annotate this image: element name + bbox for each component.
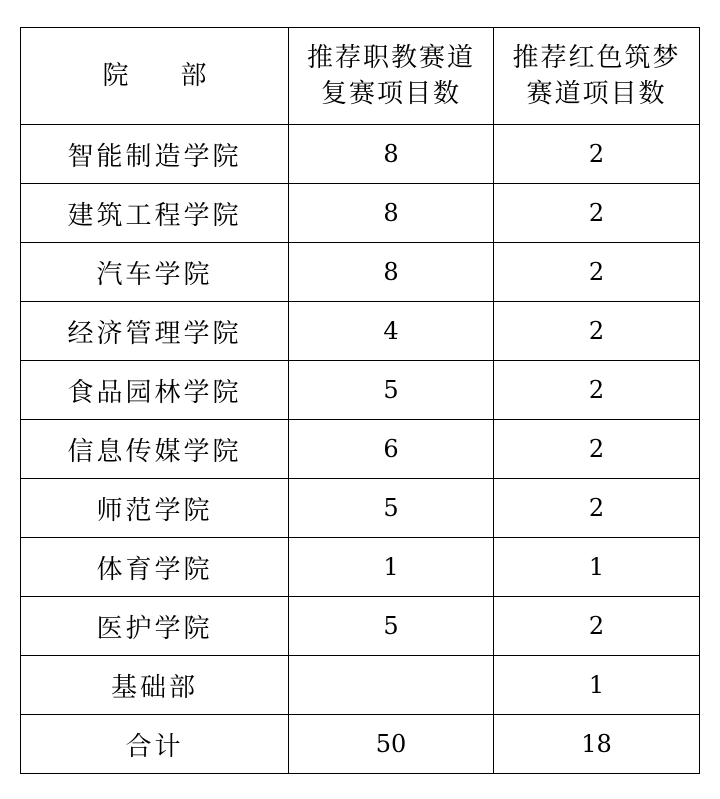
department-cell: 师范学院	[21, 479, 289, 538]
table-row	[21, 597, 700, 656]
table-row	[21, 361, 700, 420]
header-department-char2: 部	[180, 61, 207, 91]
department-cell: 食品园林学院	[21, 361, 289, 420]
red-count-cell: 2	[494, 479, 700, 538]
table-row	[21, 656, 700, 715]
table-row	[21, 538, 700, 597]
header-department	[21, 28, 289, 125]
vocational-count-cell: 5	[289, 597, 494, 656]
table-row	[21, 184, 700, 243]
table-row	[21, 302, 700, 361]
vocational-count-cell: 6	[289, 420, 494, 479]
table-row	[21, 125, 700, 184]
department-cell: 建筑工程学院	[21, 184, 289, 243]
total-red-count: 18	[494, 715, 700, 774]
red-count-cell: 2	[494, 125, 700, 184]
header-row	[21, 28, 700, 125]
table-row	[21, 243, 700, 302]
header-vocational-line2: 复赛项目数	[320, 79, 461, 109]
red-count-cell: 2	[494, 420, 700, 479]
total-vocational-count: 50	[289, 715, 494, 774]
red-count-cell: 2	[494, 361, 700, 420]
table-body	[21, 125, 700, 715]
project-quota-table	[20, 27, 700, 774]
department-cell: 汽车学院	[21, 243, 289, 302]
red-count-cell: 1	[494, 656, 700, 715]
header-red-line2: 赛道项目数	[526, 79, 667, 109]
department-cell: 体育学院	[21, 538, 289, 597]
department-cell: 医护学院	[21, 597, 289, 656]
department-cell: 智能制造学院	[21, 125, 289, 184]
red-count-cell: 2	[494, 184, 700, 243]
header-red-count	[494, 28, 700, 125]
vocational-count-cell: 5	[289, 361, 494, 420]
total-row	[21, 715, 700, 774]
red-count-cell: 2	[494, 243, 700, 302]
vocational-count-cell	[289, 656, 494, 715]
vocational-count-cell: 5	[289, 479, 494, 538]
red-count-cell: 2	[494, 302, 700, 361]
table-footer	[21, 715, 700, 774]
header-red-line1: 推荐红色筑梦	[512, 43, 681, 73]
department-cell: 信息传媒学院	[21, 420, 289, 479]
header-vocational-count	[289, 28, 494, 125]
department-cell: 经济管理学院	[21, 302, 289, 361]
vocational-count-cell: 8	[289, 125, 494, 184]
total-label: 合计	[21, 715, 289, 774]
table-header	[21, 28, 700, 125]
department-cell: 基础部	[21, 656, 289, 715]
vocational-count-cell: 4	[289, 302, 494, 361]
table-row	[21, 420, 700, 479]
header-vocational-line1: 推荐职教赛道	[306, 43, 475, 73]
red-count-cell: 2	[494, 597, 700, 656]
vocational-count-cell: 1	[289, 538, 494, 597]
header-department-char1: 院	[102, 61, 129, 91]
vocational-count-cell: 8	[289, 243, 494, 302]
vocational-count-cell: 8	[289, 184, 494, 243]
red-count-cell: 1	[494, 538, 700, 597]
table-row	[21, 479, 700, 538]
